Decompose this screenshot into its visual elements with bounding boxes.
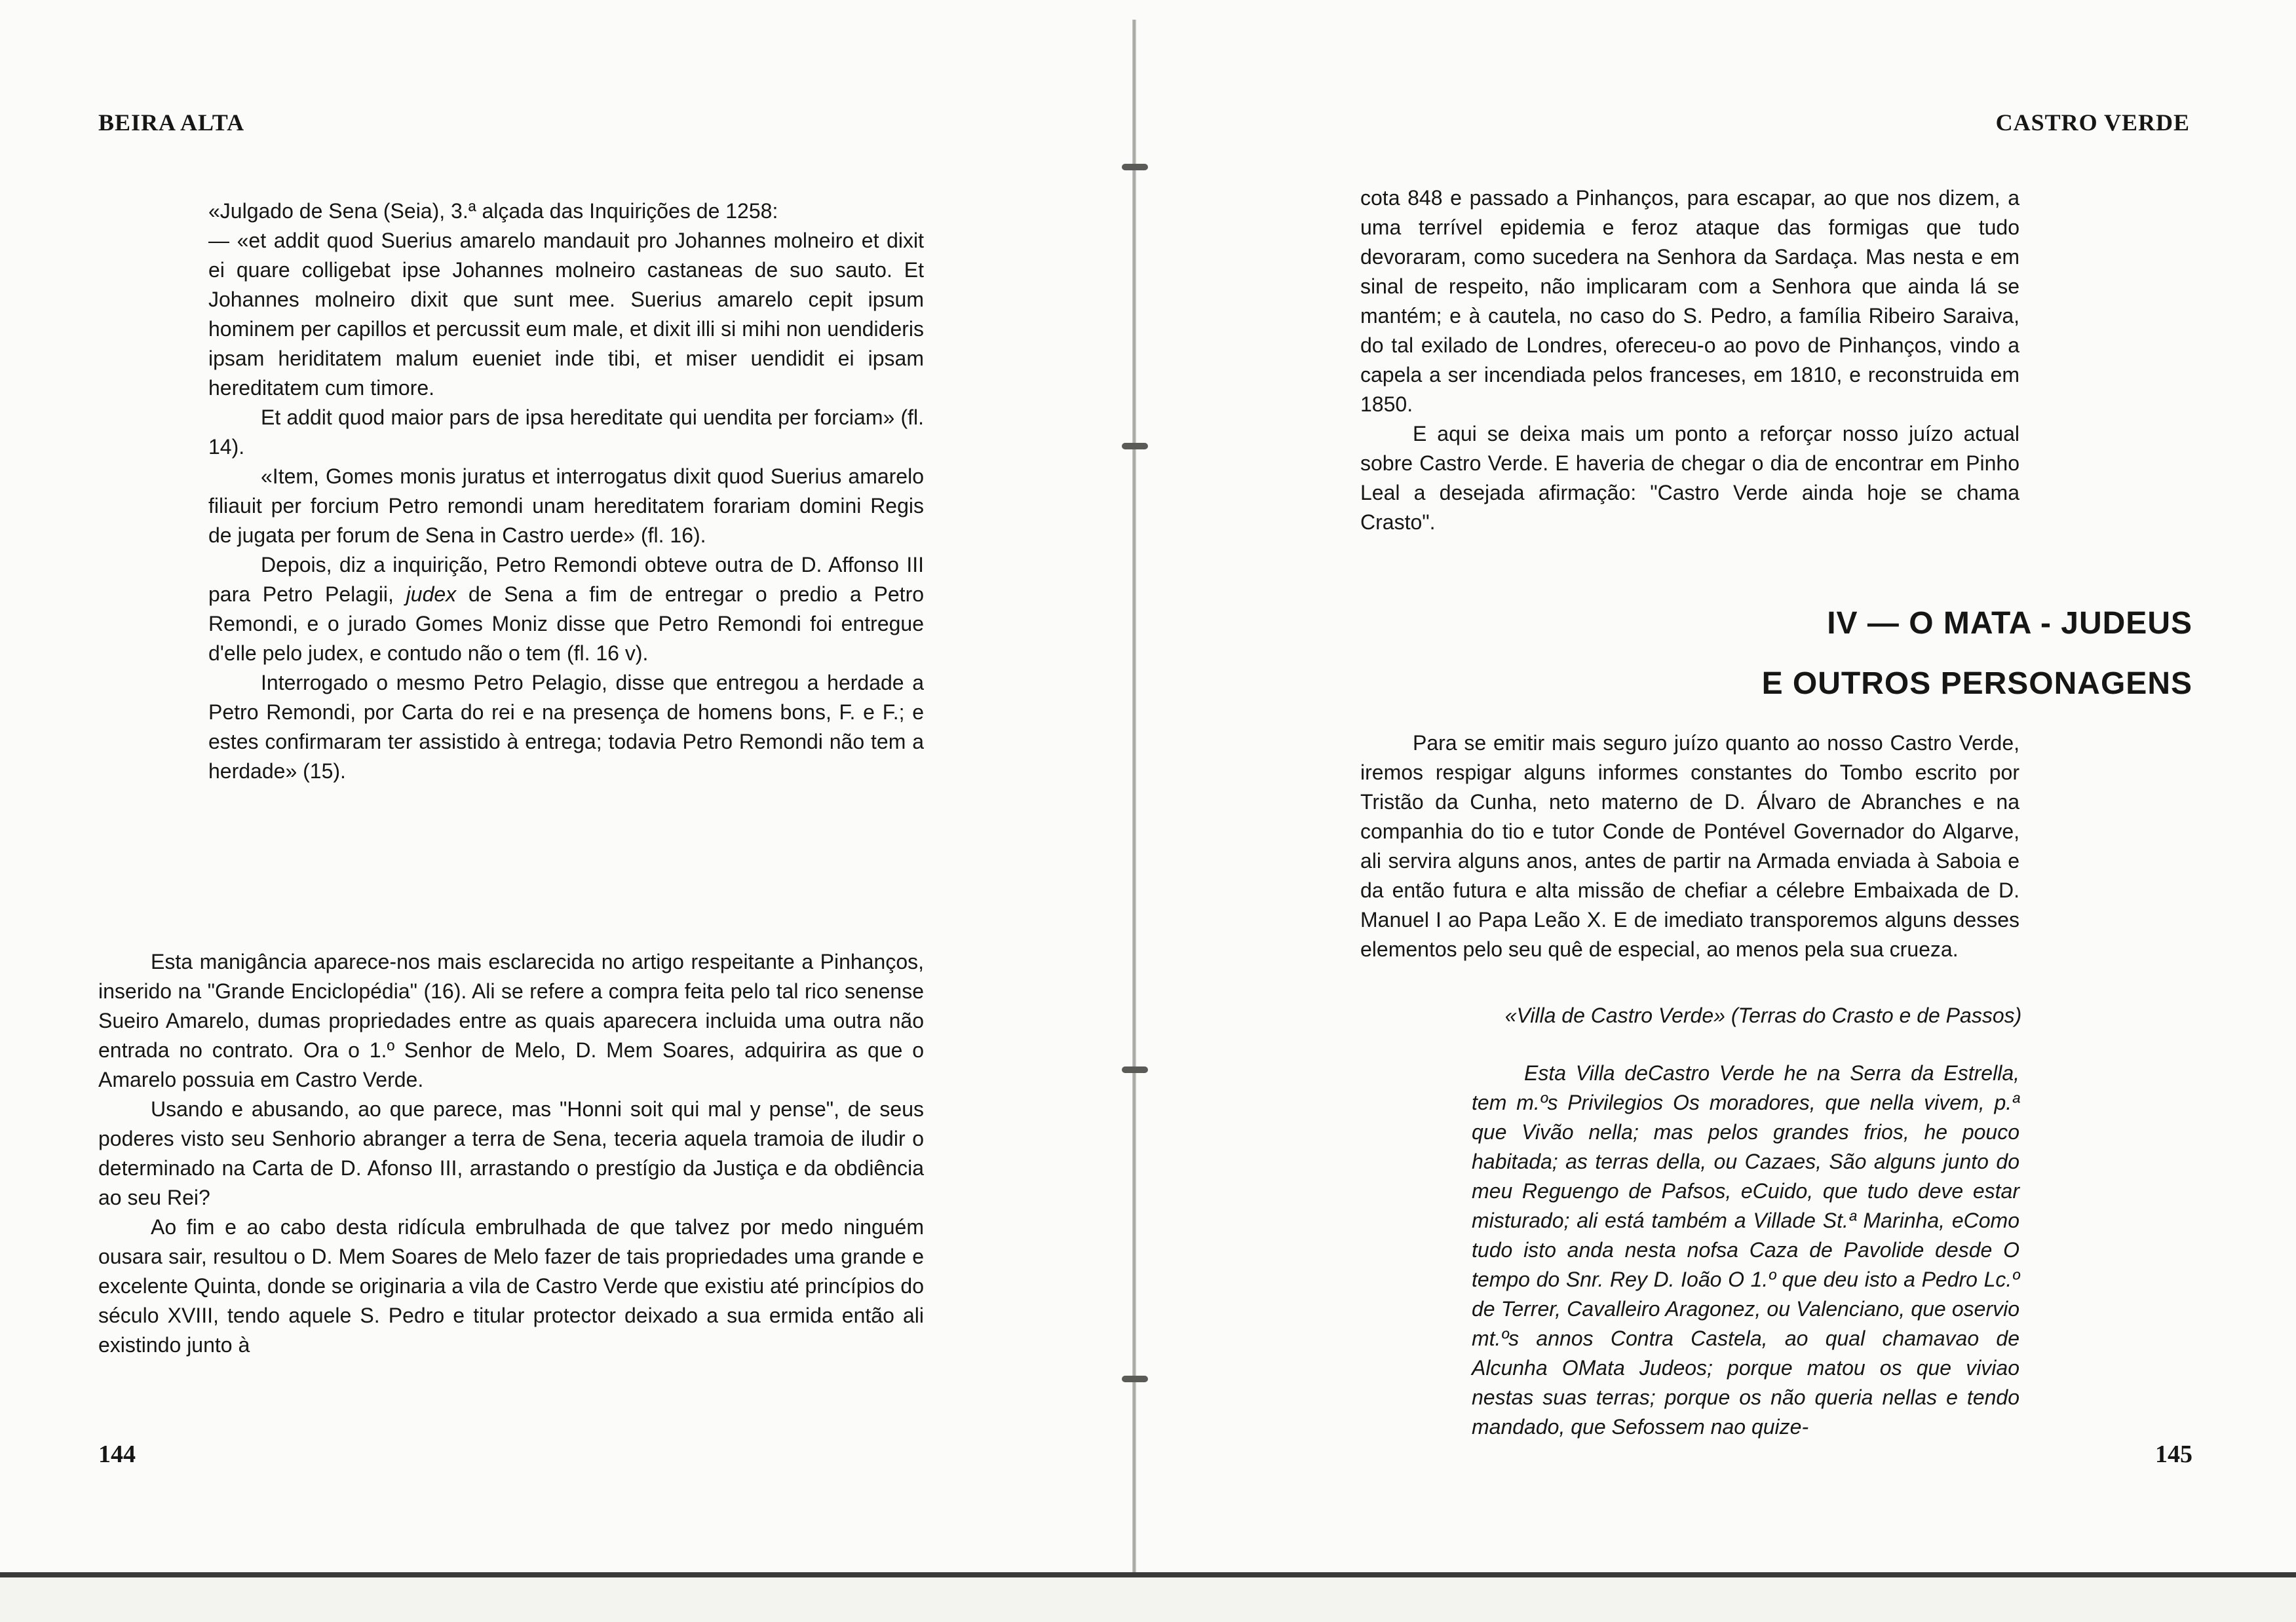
- left-page: [0, 0, 1139, 1622]
- right-top-text: [1360, 183, 2019, 537]
- quote-paragraph: — «et addit quod Suerius amarelo mandauit pro Johannes molneiro et dixit ei quare colligebat ipse Johannes molneiro castaneas de suo sauto. Et Johannes molneiro dixit que sunt mee. Suerius amarelo cepit ipsum hominem per capillos et percussit eum male, et dixit illi si mihi non uendideris ipsam heriditatem malum eueniet inde tibi, et miser uendidit ei ipsam hereditatem cum timore.: [208, 229, 924, 400]
- right-page-number: 145: [2155, 1441, 2192, 1468]
- left-running-head: BEIRA ALTA: [98, 109, 245, 136]
- quote-intro: «Julgado de Sena (Seia), 3.ª alçada das Inquirições de 1258:: [208, 199, 778, 223]
- quote-italic-word: judex: [406, 582, 457, 606]
- tombo-quote: Esta Villa deCastro Verde he na Serra da Estrella, tem m.ºs Privilegios Os moradores, que nella vivem, p.ª que Vivão nella; mas pelos grandes frios, he pouco habitada; as terras della, ou Cazaes, São alguns junto do meu Reguengo de Pafsos, eCuido, que tudo deve estar misturado; ali está também a Villade St.ª Marinha, eComo tudo isto anda nesta nofsa Caza de Pavolide desde O tempo do Snr. Rey D. Ioão O 1.º que deu isto a Pedro Lc.º de Terrer, Cavalleiro Aragonez, ou Valenciano, que oservio mt.ºs annos Contra Castela, ao qual chamavao de Alcunha OMata Judeos; porque matou os que viviao nestas suas terras; porque os não queria nellas e tendo mandado, que Sefossem nao quize-: [1472, 1061, 2019, 1439]
- quote-paragraph: [208, 550, 924, 668]
- quote-paragraph: Interrogado o mesmo Petro Pelagio, disse que entregou a herdade a Petro Remondi, por Carta do rei e na presença de homens bons, F. e F.; e estes confirmaram ter assistido à entrega; todavia Petro Remondi não tem a herdade» (15).: [208, 671, 924, 783]
- left-page-number: 144: [98, 1441, 136, 1468]
- body-paragraph: Ao fim e ao cabo desta ridícula embrulhada de que talvez por medo ninguém ousara sair, resultou o D. Mem Soares de Melo fazer de tais propriedades uma grande e excelente Quinta, donde se originaria a vila de Castro Verde que existiu até princípios do século XVIII, tendo aquele S. Pedro e titular protector deixado a sua ermida então ali existindo junto à: [98, 1215, 924, 1357]
- right-running-head: CASTRO VERDE: [1995, 109, 2190, 136]
- section-heading-line-2: E OUTROS PERSONAGENS: [1761, 666, 2192, 701]
- left-quote-block: [208, 197, 924, 786]
- left-body-text: [98, 947, 924, 1360]
- quote-paragraph: «Item, Gomes monis juratus et interrogatus dixit quod Suerius amarelo filiauit per forcium Petro remondi unam hereditatem forariam domini Regis de jugata per forum de Sena in Castro uerde» (fl. 16).: [208, 464, 924, 547]
- body-paragraph: E aqui se deixa mais um ponto a reforçar nosso juízo actual sobre Castro Verde. E haveria de chegar o dia de encontrar em Pinho Leal a desejada afirmação: "Castro Verde ainda hoje se chama Crasto".: [1360, 422, 2019, 534]
- quote-text: Depois, diz a inquirição, Petro Remondi obteve outra de D. Affonso III para Petro Pelagii,: [208, 553, 924, 606]
- right-section-text: [1360, 728, 2019, 964]
- quote-text: de Sena a fim de entregar o predio a Petro Remondi, e o jurado Gomes Moniz disse que Petro Remondi foi entregue d'elle pelo judex, e contudo não o tem (fl. 16 v).: [208, 582, 925, 665]
- body-paragraph: cota 848 e passado a Pinhanços, para escapar, ao que nos dizem, a uma terrível epidemia e feroz ataque das formigas que tudo devoraram, como sucedera na Senhora da Sardaça. Mas nesta e em sinal de respeito, não implicaram com a Senhora que ainda lá se mantém; e à cautela, no caso do S. Pedro, a família Ribeiro Saraiva, do tal exilado de Londres, ofereceu-o ao povo de Pinhanços, vindo a capela a ser incendiada pelos franceses, em 1810, e reconstruida em 1850.: [1360, 186, 2019, 416]
- quote-caption: «Villa de Castro Verde» (Terras do Crasto e de Passos): [1504, 1004, 2022, 1027]
- right-page: [1139, 0, 2296, 1622]
- section-heading-line-1: IV — O MATA - JUDEUS: [1827, 606, 2192, 641]
- quote-paragraph: Et addit quod maior pars de ipsa hereditate qui uendita per forciam» (fl. 14).: [208, 406, 924, 459]
- body-paragraph: Usando e abusando, ao que parece, mas "Honni soit qui mal y pense", de seus poderes visto seu Senhorio abranger a terra de Sena, teceria aquela tramoia de iludir o determinado na Carta de D. Afonso III, arrastando o prestígio da Justiça e da obdiência ao seu Rei?: [98, 1097, 924, 1209]
- body-paragraph: Esta manigância aparece-nos mais esclarecida no artigo respeitante a Pinhanços, inserido na "Grande Enciclopédia" (16). Ali se refere a compra feita pelo tal rico senense Sueiro Amarelo, dumas propriedades entre as quais aparecera incluida uma outra não entrada no contrato. Ora o 1.º Senhor de Melo, D. Mem Soares, adquirira as que o Amarelo possuia em Castro Verde.: [98, 950, 924, 1091]
- body-paragraph: Para se emitir mais seguro juízo quanto ao nosso Castro Verde, iremos respigar alguns informes constantes do Tombo escrito por Tristão da Cunha, neto materno de D. Álvaro de Abranches e na companhia do tio e tutor Conde de Pontével Governador do Algarve, ali servira alguns anos, antes de partir na Armada enviada à Saboia e da então futura e alta missão de chefiar a célebre Embaixada de D. Manuel I ao Papa Leão X. E de imediato transporemos alguns desses elementos pelo seu quê de especial, ao menos pela sua crueza.: [1360, 731, 2019, 961]
